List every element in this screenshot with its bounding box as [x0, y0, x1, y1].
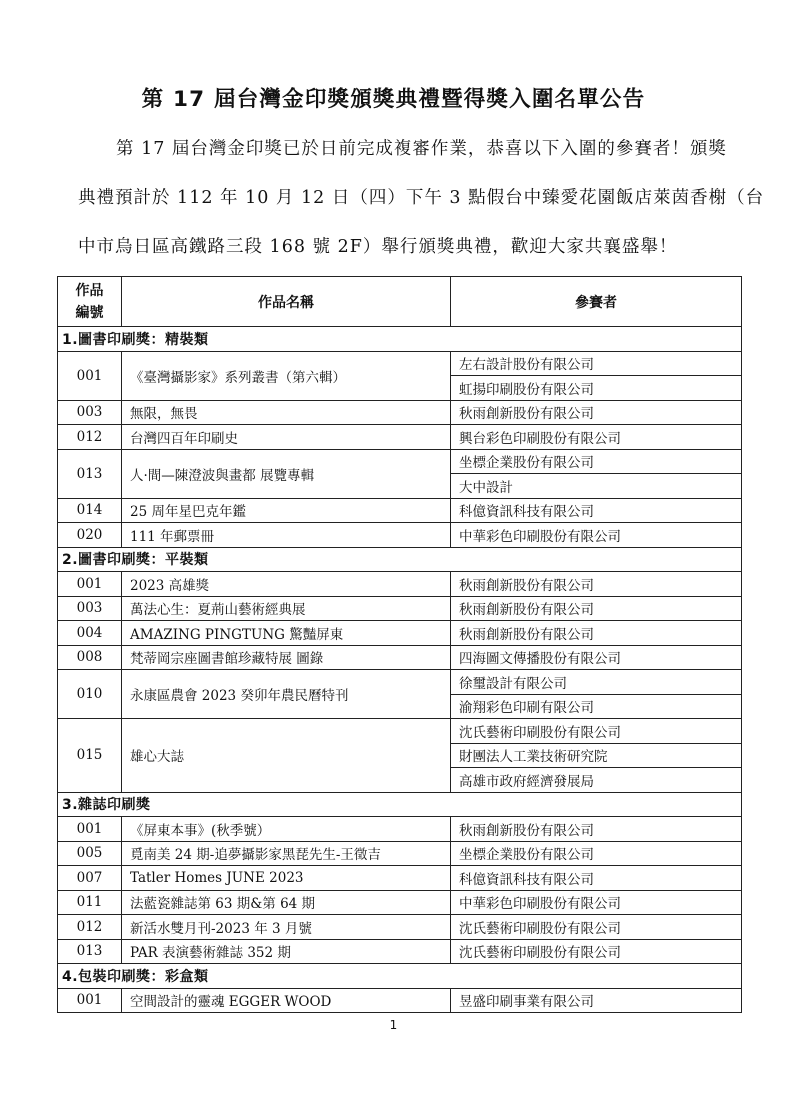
category-row [58, 547, 742, 572]
entry-work-title: AMAZING PINGTUNG 驚豔屏東 [122, 621, 451, 646]
entry-work-title: 空間設計的靈魂 EGGER WOOD [122, 988, 451, 1013]
header-work: 作品名稱 [122, 277, 451, 327]
entry-work-title: 梵蒂岡宗座圖書館珍藏特展 圖錄 [122, 645, 451, 670]
entry-entrant: 秋雨創新股份有限公司 [451, 572, 742, 597]
category-row [58, 327, 742, 352]
entry-work-title: PAR 表演藝術雜誌 352 期 [122, 939, 451, 964]
entry-code: 008 [58, 645, 122, 670]
table-row [58, 596, 742, 621]
entry-entrant: 四海圖文傳播股份有限公司 [451, 645, 742, 670]
category-title: 3.雜誌印刷獎 [58, 792, 742, 817]
entry-work-title: 111 年郵票冊 [122, 523, 451, 548]
table-row [58, 621, 742, 646]
entry-code: 001 [58, 572, 122, 597]
entry-entrant: 大中設計 [451, 474, 742, 499]
entry-entrant: 財團法人工業技術研究院 [451, 743, 742, 768]
entry-work-title: 新活水雙月刊-2023 年 3 月號 [122, 915, 451, 940]
table-row [58, 400, 742, 425]
entry-work-title: 《臺灣攝影家》系列叢書（第六輯） [122, 351, 451, 400]
category-title: 2.圖書印刷獎：平裝類 [58, 547, 742, 572]
entry-entrant: 秋雨創新股份有限公司 [451, 400, 742, 425]
table-row [58, 866, 742, 891]
entry-entrant: 高雄市政府經濟發展局 [451, 768, 742, 793]
header-code [58, 277, 122, 327]
header-entrant: 參賽者 [451, 277, 742, 327]
entry-entrant: 沈氏藝術印刷股份有限公司 [451, 939, 742, 964]
table-row [58, 645, 742, 670]
intro-line-2: 典禮預計於 112 年 10 月 12 日（四）下午 3 點假台中臻愛花園飯店萊茵香榭（台 [78, 188, 765, 208]
entry-work-title: 25 周年星巴克年鑑 [122, 498, 451, 523]
entry-work-title: 台灣四百年印刷史 [122, 425, 451, 450]
entry-work-title: 覓南美 24 期-追夢攝影家黑琵先生-王徵吉 [122, 841, 451, 866]
entry-code: 012 [58, 425, 122, 450]
table-row [58, 572, 742, 597]
entry-entrant: 中華彩色印刷股份有限公司 [451, 890, 742, 915]
entry-work-title: 永康區農會 2023 癸卯年農民曆特刊 [122, 670, 451, 719]
page-title: 第 17 屆台灣金印獎頒獎典禮暨得獎入圍名單公告 [141, 87, 646, 112]
table-row [58, 351, 742, 376]
entry-work-title: 人·間—陳澄波與畫都 展覽專輯 [122, 449, 451, 498]
entry-entrant: 沈氏藝術印刷股份有限公司 [451, 915, 742, 940]
entry-work-title: 萬法心生：夏荊山藝術經典展 [122, 596, 451, 621]
category-row [58, 792, 742, 817]
entry-entrant: 秋雨創新股份有限公司 [451, 596, 742, 621]
table-row [58, 841, 742, 866]
table-row [58, 425, 742, 450]
entry-code: 013 [58, 939, 122, 964]
table-row [58, 498, 742, 523]
entry-entrant: 坐標企業股份有限公司 [451, 841, 742, 866]
entry-work-title: Tatler Homes JUNE 2023 [122, 866, 451, 891]
entry-entrant: 渝翔彩色印刷有限公司 [451, 694, 742, 719]
entry-entrant: 坐標企業股份有限公司 [451, 449, 742, 474]
table-row [58, 939, 742, 964]
entry-work-title: 無限，無畏 [122, 400, 451, 425]
entry-entrant: 沈氏藝術印刷股份有限公司 [451, 719, 742, 744]
table-row [58, 817, 742, 842]
entry-entrant: 虹揚印刷股份有限公司 [451, 376, 742, 401]
entry-code: 004 [58, 621, 122, 646]
category-title: 1.圖書印刷獎：精裝類 [58, 327, 742, 352]
table-header-row [58, 277, 742, 327]
entry-code: 013 [58, 449, 122, 498]
entry-entrant: 昱盛印刷事業有限公司 [451, 988, 742, 1013]
entry-entrant: 興台彩色印刷股份有限公司 [451, 425, 742, 450]
entry-code: 001 [58, 351, 122, 400]
entry-entrant: 秋雨創新股份有限公司 [451, 817, 742, 842]
entry-code: 020 [58, 523, 122, 548]
table-row [58, 719, 742, 744]
nominee-table [57, 276, 742, 1013]
page-number: 1 [389, 1018, 398, 1032]
entry-entrant: 科億資訊科技有限公司 [451, 866, 742, 891]
entry-code: 007 [58, 866, 122, 891]
category-title: 4.包裝印刷獎：彩盒類 [58, 964, 742, 989]
entry-work-title: 法藍瓷雜誌第 63 期&第 64 期 [122, 890, 451, 915]
entry-code: 014 [58, 498, 122, 523]
header-code-line1: 作品 [75, 282, 104, 299]
entry-work-title: 《屏東本事》(秋季號） [122, 817, 451, 842]
entry-code: 010 [58, 670, 122, 719]
intro-line-1: 第 17 屆台灣金印獎已於日前完成複審作業，恭喜以下入圍的參賽者！頒獎 [116, 139, 727, 159]
entry-code: 012 [58, 915, 122, 940]
entry-code: 005 [58, 841, 122, 866]
table-row [58, 523, 742, 548]
entry-code: 001 [58, 817, 122, 842]
table-row [58, 890, 742, 915]
table-row [58, 988, 742, 1013]
entry-entrant: 徐璽設計有限公司 [451, 670, 742, 695]
entry-code: 011 [58, 890, 122, 915]
entry-work-title: 2023 高雄獎 [122, 572, 451, 597]
entry-work-title: 雄心大誌 [122, 719, 451, 793]
header-code-line2: 編號 [75, 304, 104, 321]
table-row [58, 670, 742, 695]
category-row [58, 964, 742, 989]
entry-entrant: 左右設計股份有限公司 [451, 351, 742, 376]
entry-code: 003 [58, 596, 122, 621]
table-row [58, 449, 742, 474]
entry-code: 001 [58, 988, 122, 1013]
entry-code: 015 [58, 719, 122, 793]
entry-entrant: 中華彩色印刷股份有限公司 [451, 523, 742, 548]
intro-line-3: 中市烏日區高鐵路三段 168 號 2F）舉行頒獎典禮，歡迎大家共襄盛舉！ [78, 237, 678, 257]
table-row [58, 915, 742, 940]
entry-code: 003 [58, 400, 122, 425]
entry-entrant: 科億資訊科技有限公司 [451, 498, 742, 523]
entry-entrant: 秋雨創新股份有限公司 [451, 621, 742, 646]
